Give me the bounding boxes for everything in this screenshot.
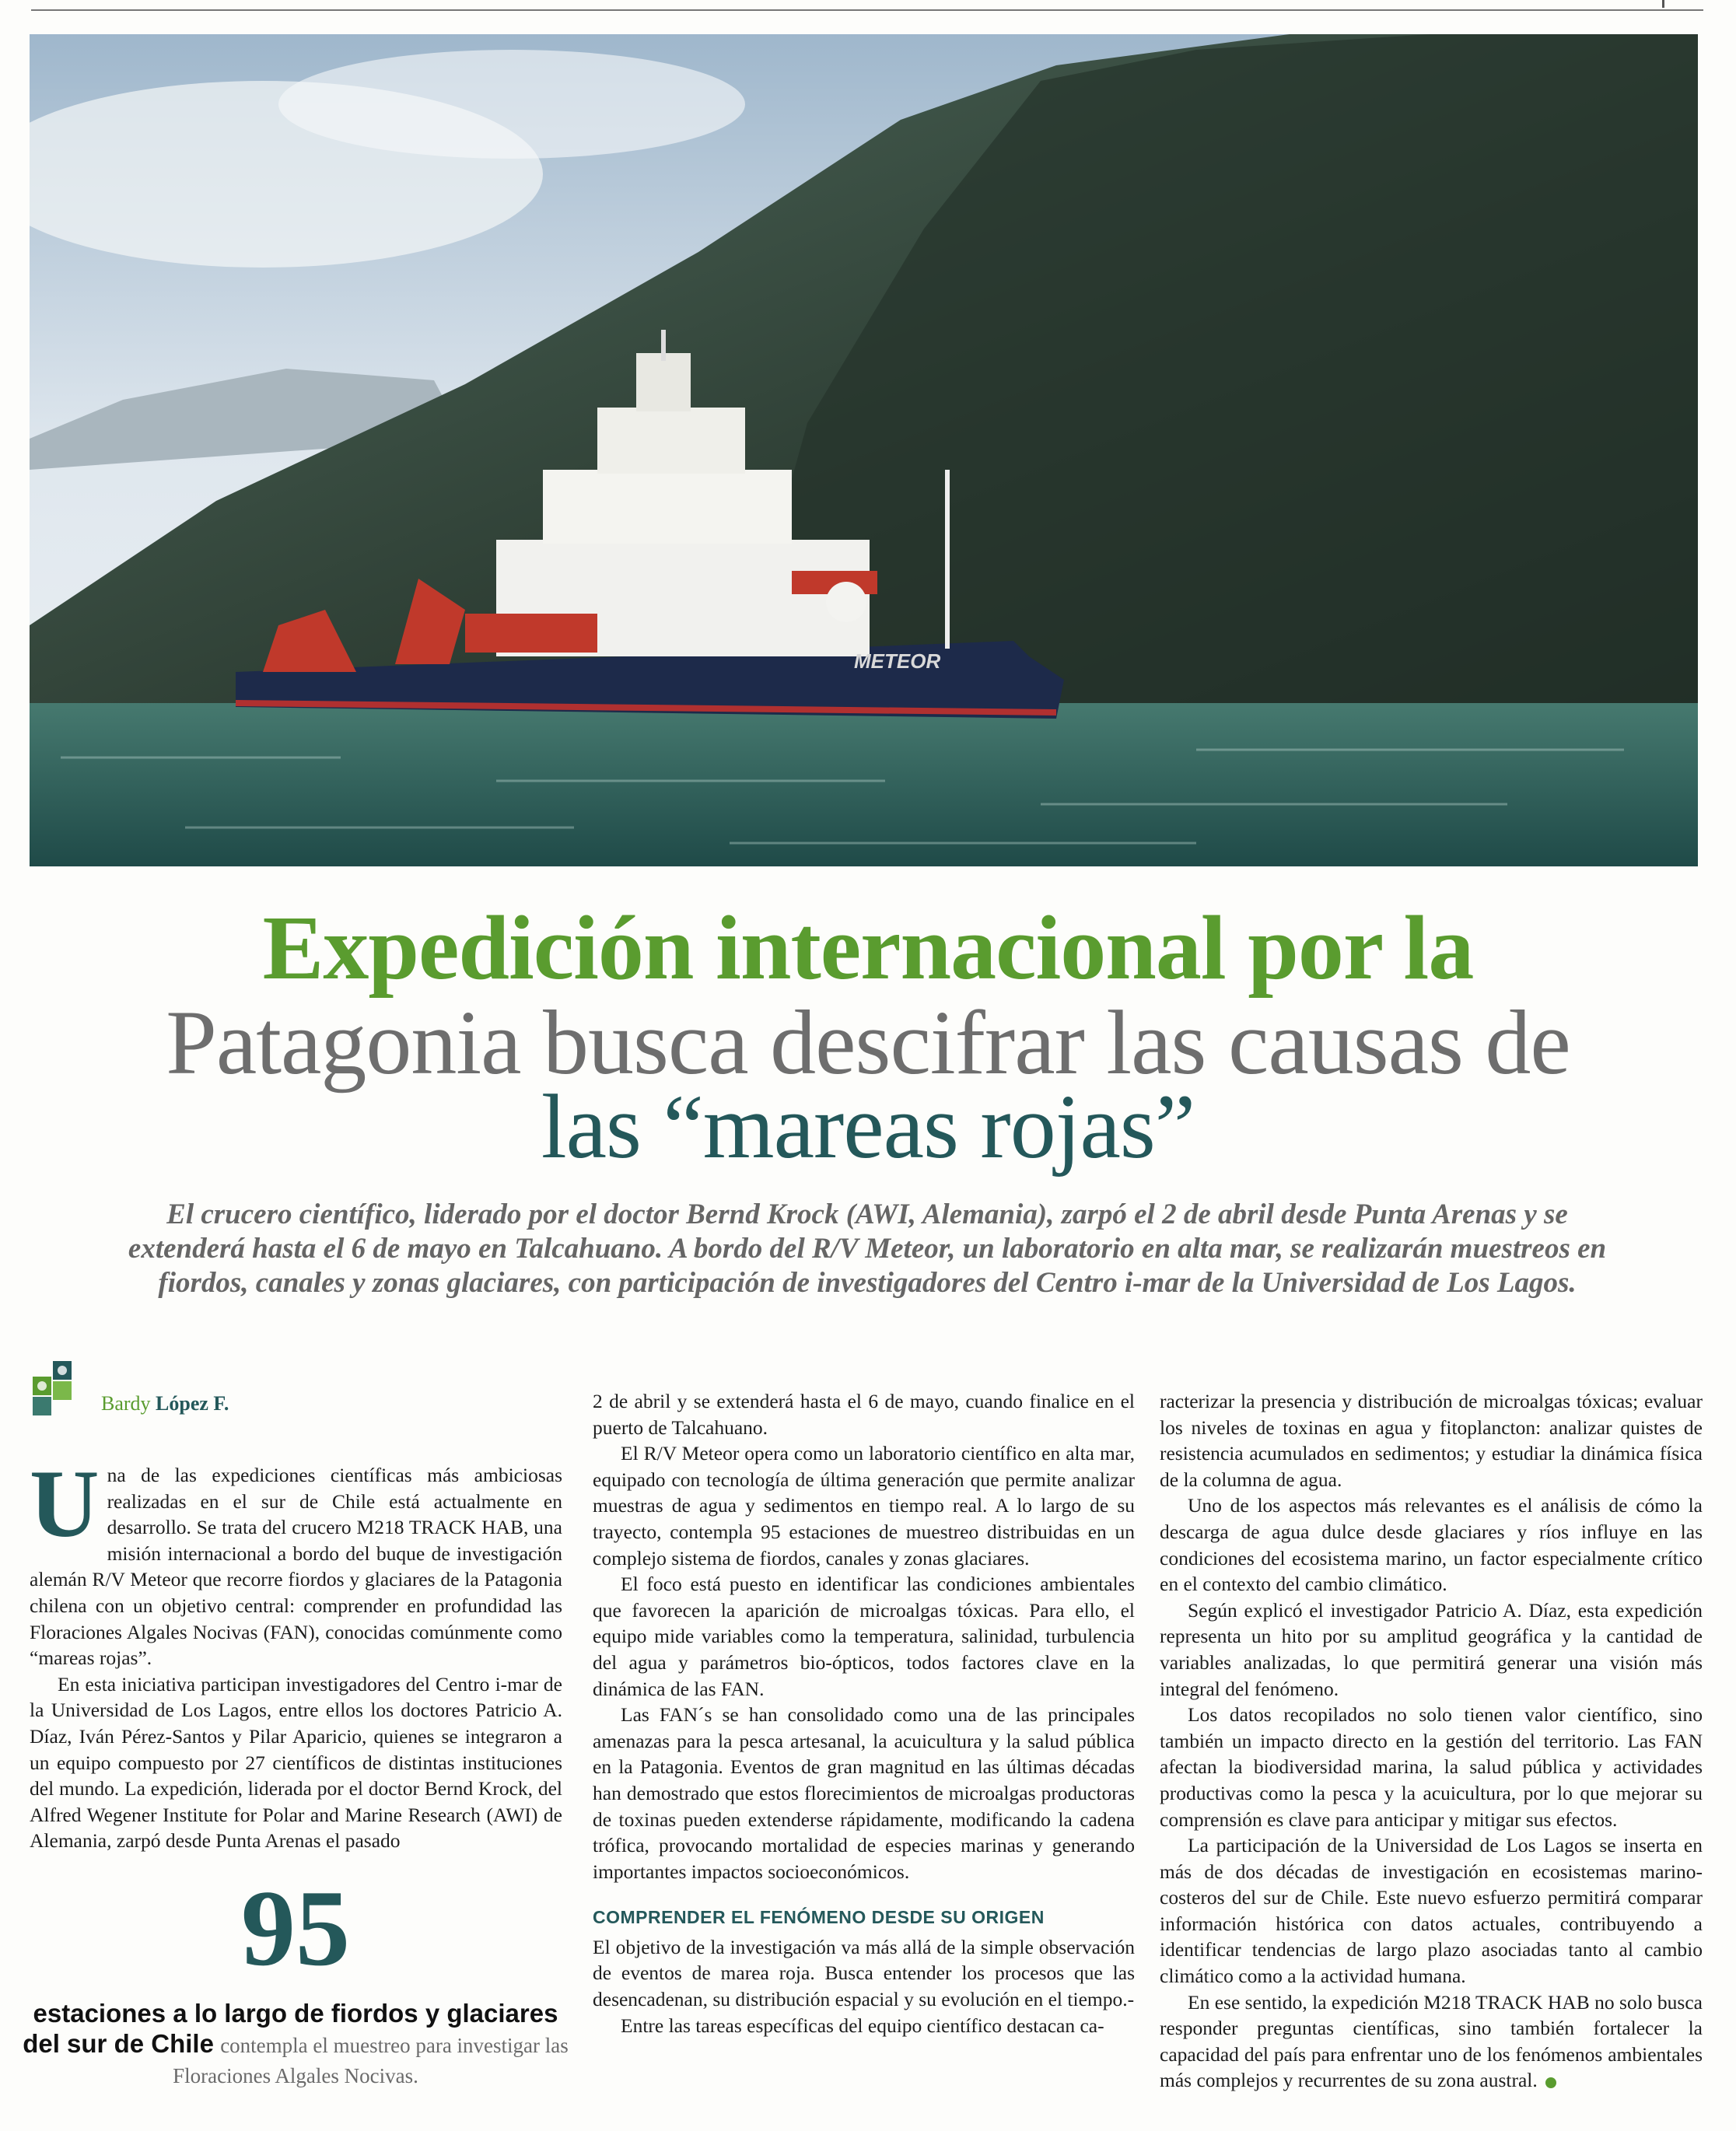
stat-caption-bold: estaciones a lo largo de fiordos y glaciares del sur de Chile [23, 1999, 558, 2058]
column-2 [593, 1388, 1135, 2038]
paragraph: Entre las tareas específicas del equipo científico destacan ca- [621, 2014, 1104, 2037]
author-last-name: López F. [156, 1392, 229, 1415]
column-1 [30, 1450, 562, 1854]
paragraph: El foco está puesto en identificar las condiciones ambientales que favorecen la aparición de microalgas tóxicas. Para ello, el equipo mide variables como la temperatura, salinidad, turbulencia del agua y parámetros bio-ópticos, todos factores clave en la dinámica de las FAN. [593, 1573, 1135, 1700]
paragraph: Según explicó el investigador Patricio A. Díaz, esta expedición representa un hito por su amplitud geográfica y la cantidad de variables analizadas, lo que permitirá generar una visión más integral del fenómeno. [1160, 1598, 1703, 1700]
stat-number: 95 [241, 1868, 350, 1989]
end-mark-icon [1545, 2077, 1556, 2088]
imar-logo-icon [31, 1359, 93, 1422]
paragraph: 2 de abril y se extenderá hasta el 6 de mayo, cuando finalice en el puerto de Talcahuano. [593, 1390, 1135, 1439]
paragraph: La participación de la Universidad de Los Lagos se inserta en más de dos décadas de investigación en ecosistemas marino-costeros del sur de Chile. Este nuevo esfuerzo permitirá comparar información histórica con datos actuales, contribuyendo a identificar tendencias de largo plazo asociadas tanto al cambio climático como a la actividad humana. [1160, 1834, 1703, 1988]
paragraph: En esta iniciativa participan investigadores del Centro i-mar de la Universidad de Los Lagos, entre ellos los doctores Patricio A. Díaz, Iván Pérez-Santos y Pilar Aparicio, quienes se integraron a un equipo compuesto por 27 científicos de distintas instituciones del mundo. La expedición, liderada por el doctor Bernd Krock, del Alfred Wegener Institute for Polar and Marine Research (AWI) de Alemania, zarpó desde Punta Arenas el pasado [30, 1672, 562, 1853]
research-vessel-photo [30, 34, 1698, 866]
paragraph: El R/V Meteor opera como un laboratorio científico en alta mar, equipado con tecnología de última generación que permite analizar muestras de agua y sedimentos en tiempo real. A lo largo de su trayecto, contempla 95 estaciones de muestreo distribuidas en un complejo sistema de fiordos, canales y zonas glaciares. [593, 1442, 1135, 1569]
top-rule [31, 9, 1703, 11]
drop-cap: U [30, 1450, 100, 1557]
author-name [101, 1392, 229, 1415]
paragraph: Uno de los aspectos más relevantes es el análisis de cómo la descarga de agua dulce desde glaciares y ríos influye en las condiciones del ecosistema marino, un factor especialmente crítico en el contexto del cambio climático. [1160, 1494, 1703, 1596]
paragraph: El objetivo de la investigación va más allá de la simple observación de eventos de marea roja. Busca entender los procesos que las desencadenan, su distribución espacial y su evolución en el tiempo.- [593, 1935, 1135, 2011]
lead-paragraph: El crucero científico, liderado por el doctor Bernd Krock (AWI, Alemania), zarpó el 2 de abril desde Punta Arenas y se extenderá hasta el 6 de mayo en Talcahuano. A bordo del R/V Meteor, un laboratorio en alta mar, se realizarán muestreos en fiordos, canales y zonas glaciares, con participación de investigadores del Centro i-mar de la Universidad de Los Lagos. [128, 1198, 1607, 1299]
headline-line-3: las “mareas rojas” [541, 1076, 1195, 1177]
paragraph: Los datos recopilados no solo tienen valor científico, sino también un impacto directo en la gestión del territorio. Las FAN afectan la biodiversidad marina, la salud pública y actividades productivas como la pesca y la acuicultura, por lo que mejorar su comprensión es clave para anticipar y mitigar sus efectos. [1160, 1703, 1703, 1831]
paragraph [30, 1450, 562, 1671]
section-subhead: COMPRENDER EL FENÓMENO DESDE SU ORIGEN [593, 1907, 1045, 1928]
paragraph: racterizar la presencia y distribución de microalgas tóxicas; evaluar los niveles de toxinas en agua y fitoplancton: analizar quistes de resistencia acumulados en sedimentos; y estudiar la dinámica física de la columna de agua. [1160, 1390, 1703, 1491]
headline-line-2: Patagonia busca descifrar las causas de [166, 992, 1570, 1093]
ship-name-label: METEOR [854, 649, 941, 673]
paragraph [1160, 1989, 1703, 2094]
column-3 [1160, 1388, 1703, 2094]
paragraph: Las FAN´s se han consolidado como una de las principales amenazas para la pesca artesanal, la acuicultura y la salud pública en la Patagonia. Eventos de gran magnitud en las últimas décadas han demostrado que estos florecimientos de microalgas productoras de toxinas pueden extenderse rápidamente, modificando la cadena trófica, provocando mortalidad de especies marinas y generando importantes impactos socioeconómicos. [593, 1703, 1135, 1883]
author-first-name: Bardy [101, 1392, 151, 1415]
paragraph-text: En ese sentido, la expedición M218 TRACK HAB no solo busca responder preguntas científicas, sino también fortalecer la capacidad del país para enfrentar uno de los fenómenos ambientales más complejos y recurrentes de su zona austral. [1160, 1990, 1703, 2092]
stat-caption [16, 1999, 576, 2091]
stat-caption-rest: contempla el muestreo para investigar las Floraciones Algales Nocivas. [173, 2034, 569, 2087]
headline-line-1: Expedición internacional por la [262, 897, 1474, 999]
paragraph-text: na de las expediciones científicas más ambiciosas realizadas en el sur de Chile está actualmente en desarrollo. Se trata del crucero M218 TRACK HAB, una misión internacional a bordo del buque de investigación alemán R/V Meteor que recorre fiordos y glaciares de la Patagonia chilena con un objetivo central: comprender en profundidad las Floraciones Algales Nocivas (FAN), conocidas comúnmente como “mareas rojas”. [30, 1464, 562, 1670]
top-rule-mark [1662, 0, 1664, 8]
